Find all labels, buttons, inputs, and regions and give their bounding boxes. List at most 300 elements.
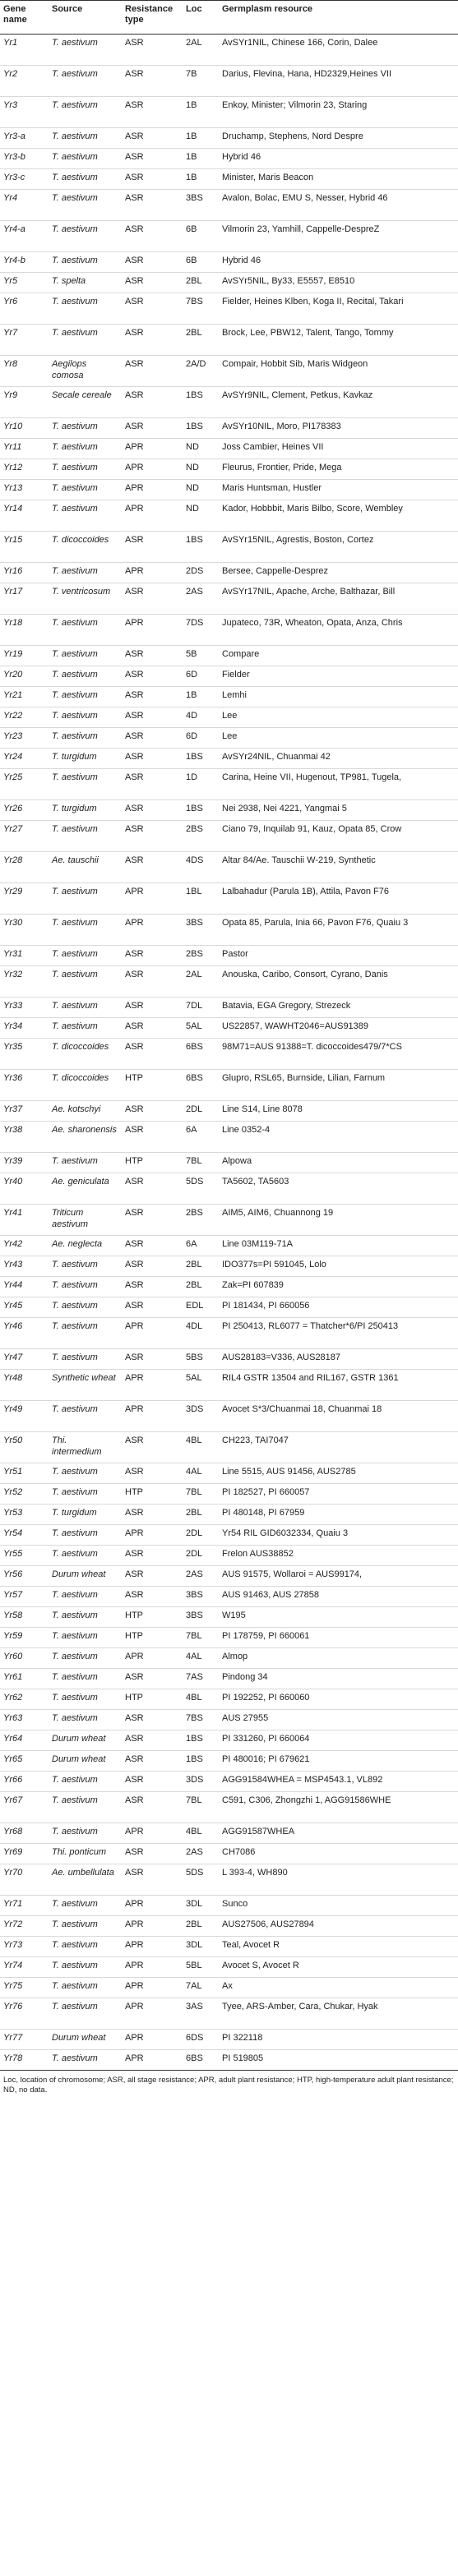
resistance-type-cell: ASR: [122, 1173, 183, 1205]
source-cell: Secale cereale: [49, 387, 122, 418]
source-cell: Ae. tauschii: [49, 852, 122, 883]
source-cell: T. aestivum: [49, 439, 122, 459]
loc-cell: 3BS: [183, 190, 219, 221]
germplasm-cell: Anouska, Caribo, Consort, Cyrano, Danis: [219, 966, 458, 998]
germplasm-cell: Carina, Heine VII, Hugenout, TP981, Tugela,: [219, 769, 458, 800]
resistance-type-cell: APR: [122, 1998, 183, 2030]
gene-name-cell: Yr39: [0, 1153, 49, 1173]
germplasm-cell: AUS27506, AUS27894: [219, 1916, 458, 1937]
gene-name-cell: Yr25: [0, 769, 49, 800]
loc-cell: 5DS: [183, 1173, 219, 1205]
germplasm-cell: PI 480016; PI 679621: [219, 1751, 458, 1772]
loc-cell: 2AS: [183, 1566, 219, 1587]
resistance-type-cell: ASR: [122, 1730, 183, 1751]
loc-cell: 2BS: [183, 821, 219, 852]
resistance-type-cell: HTP: [122, 1484, 183, 1505]
resistance-type-cell: ASR: [122, 149, 183, 169]
resistance-type-cell: APR: [122, 459, 183, 480]
gene-name-cell: Yr41: [0, 1205, 49, 1236]
table-row: [0, 915, 458, 946]
loc-cell: 6BS: [183, 1070, 219, 1101]
table-row: [0, 1628, 458, 1648]
table-row: [0, 418, 458, 439]
source-cell: T. aestivum: [49, 666, 122, 687]
gene-name-cell: Yr54: [0, 1525, 49, 1546]
resistance-type-cell: APR: [122, 500, 183, 532]
germplasm-cell: Jupateco, 73R, Wheaton, Opata, Anza, Chris: [219, 615, 458, 646]
gene-name-cell: Yr2: [0, 66, 49, 97]
resistance-type-cell: APR: [122, 1896, 183, 1916]
gene-name-cell: Yr19: [0, 646, 49, 666]
gene-name-cell: Yr63: [0, 1710, 49, 1730]
gene-name-cell: Yr26: [0, 800, 49, 821]
loc-cell: 2AL: [183, 35, 219, 66]
table-row: [0, 769, 458, 800]
table-row: [0, 1772, 458, 1792]
source-cell: T. aestivum: [49, 615, 122, 646]
source-cell: T. aestivum: [49, 35, 122, 66]
resistance-type-cell: HTP: [122, 1689, 183, 1710]
source-cell: T. aestivum: [49, 1628, 122, 1648]
loc-cell: 1BS: [183, 387, 219, 418]
resistance-type-cell: APR: [122, 615, 183, 646]
germplasm-cell: PI 331260, PI 660064: [219, 1730, 458, 1751]
source-cell: T. aestivum: [49, 1648, 122, 1669]
loc-cell: 5BS: [183, 1349, 219, 1370]
loc-cell: 2BS: [183, 946, 219, 966]
loc-cell: 5DS: [183, 1864, 219, 1896]
source-cell: T. spelta: [49, 273, 122, 293]
loc-cell: 3BS: [183, 1587, 219, 1607]
loc-cell: 3DL: [183, 1937, 219, 1957]
loc-cell: EDL: [183, 1297, 219, 1318]
source-cell: T. aestivum: [49, 1463, 122, 1484]
resistance-type-cell: ASR: [122, 1505, 183, 1525]
germplasm-cell: Compare: [219, 646, 458, 666]
table-row: [0, 1484, 458, 1505]
resistance-type-cell: ASR: [122, 821, 183, 852]
gene-name-cell: Yr70: [0, 1864, 49, 1896]
table-row: [0, 1205, 458, 1236]
table-row: [0, 749, 458, 769]
germplasm-cell: Bersee, Cappelle-Desprez: [219, 563, 458, 583]
gene-name-cell: Yr57: [0, 1587, 49, 1607]
gene-name-cell: Yr24: [0, 749, 49, 769]
resistance-type-cell: ASR: [122, 1772, 183, 1792]
loc-cell: 6DS: [183, 2030, 219, 2050]
loc-cell: 1BS: [183, 1730, 219, 1751]
germplasm-cell: PI 250413, RL6077 = Thatcher*6/PI 250413: [219, 1318, 458, 1349]
loc-cell: 2DL: [183, 1546, 219, 1566]
germplasm-cell: AUS28183=V336, AUS28187: [219, 1349, 458, 1370]
table-row: [0, 439, 458, 459]
resistance-type-cell: ASR: [122, 128, 183, 149]
loc-cell: 5BL: [183, 1957, 219, 1978]
resistance-type-cell: ASR: [122, 946, 183, 966]
loc-cell: 2BL: [183, 1256, 219, 1277]
table-row: [0, 1751, 458, 1772]
loc-cell: 7BL: [183, 1484, 219, 1505]
germplasm-cell: AvSYr5NIL, By33, E5557, E8510: [219, 273, 458, 293]
table-row: [0, 1070, 458, 1101]
source-cell: T. aestivum: [49, 1710, 122, 1730]
loc-cell: 6B: [183, 221, 219, 252]
source-cell: T. aestivum: [49, 821, 122, 852]
source-cell: T. ventricosum: [49, 583, 122, 615]
germplasm-cell: Altar 84/Ae. Tauschii W-219, Synthetic: [219, 852, 458, 883]
germplasm-cell: Avocet S, Avocet R: [219, 1957, 458, 1978]
table-header: [0, 1, 458, 35]
germplasm-cell: Line 5515, AUS 91456, AUS2785: [219, 1463, 458, 1484]
gene-name-cell: Yr51: [0, 1463, 49, 1484]
resistance-type-cell: ASR: [122, 1751, 183, 1772]
table-row: [0, 1710, 458, 1730]
loc-cell: ND: [183, 439, 219, 459]
source-cell: T. aestivum: [49, 1792, 122, 1823]
resistance-type-cell: ASR: [122, 687, 183, 707]
table-row: [0, 1566, 458, 1587]
gene-name-cell: Yr30: [0, 915, 49, 946]
gene-name-cell: Yr42: [0, 1236, 49, 1256]
resistance-type-cell: ASR: [122, 418, 183, 439]
gene-name-cell: Yr7: [0, 325, 49, 356]
resistance-type-cell: ASR: [122, 583, 183, 615]
germplasm-cell: Alpowa: [219, 1153, 458, 1173]
source-cell: Durum wheat: [49, 1566, 122, 1587]
source-cell: T. aestivum: [49, 128, 122, 149]
loc-cell: 1BS: [183, 800, 219, 821]
resistance-type-cell: ASR: [122, 1710, 183, 1730]
gene-name-cell: Yr27: [0, 821, 49, 852]
gene-name-cell: Yr49: [0, 1401, 49, 1432]
table-row: [0, 1546, 458, 1566]
gene-name-cell: Yr3-a: [0, 128, 49, 149]
resistance-type-cell: ASR: [122, 325, 183, 356]
resistance-type-cell: ASR: [122, 356, 183, 387]
germplasm-cell: RIL4 GSTR 13504 and RIL167, GSTR 1361: [219, 1370, 458, 1401]
germplasm-cell: US22857, WAWHT2046=AUS91389: [219, 1018, 458, 1039]
gene-name-cell: Yr31: [0, 946, 49, 966]
loc-cell: 4D: [183, 707, 219, 728]
table-row: [0, 1277, 458, 1297]
germplasm-cell: Joss Cambier, Heines VII: [219, 439, 458, 459]
source-cell: Ae. sharonensis: [49, 1122, 122, 1153]
germplasm-cell: AvSYr15NIL, Agrestis, Boston, Cortez: [219, 532, 458, 563]
loc-cell: 7BL: [183, 1628, 219, 1648]
resistance-type-cell: APR: [122, 439, 183, 459]
resistance-type-cell: HTP: [122, 1607, 183, 1628]
loc-cell: 3BS: [183, 915, 219, 946]
germplasm-cell: Maris Huntsman, Hustler: [219, 480, 458, 500]
gene-name-cell: Yr12: [0, 459, 49, 480]
table-row: [0, 687, 458, 707]
loc-cell: ND: [183, 480, 219, 500]
source-cell: T. turgidum: [49, 749, 122, 769]
source-cell: T. aestivum: [49, 2050, 122, 2071]
table-row: [0, 946, 458, 966]
germplasm-cell: Tyee, ARS-Amber, Cara, Chukar, Hyak: [219, 1998, 458, 2030]
source-cell: T. aestivum: [49, 998, 122, 1018]
loc-cell: 4BL: [183, 1432, 219, 1463]
gene-name-cell: Yr6: [0, 293, 49, 325]
gene-name-cell: Yr36: [0, 1070, 49, 1101]
resistance-type-cell: APR: [122, 1370, 183, 1401]
germplasm-cell: AUS 27955: [219, 1710, 458, 1730]
gene-name-cell: Yr4-a: [0, 221, 49, 252]
germplasm-cell: PI 519805: [219, 2050, 458, 2071]
germplasm-cell: AGG91587WHEA: [219, 1823, 458, 1844]
resistance-type-cell: HTP: [122, 1070, 183, 1101]
source-cell: T. aestivum: [49, 500, 122, 532]
table-row: [0, 1792, 458, 1823]
source-cell: T. aestivum: [49, 1318, 122, 1349]
source-cell: Durum wheat: [49, 1730, 122, 1751]
resistance-type-cell: ASR: [122, 1277, 183, 1297]
germplasm-cell: Brock, Lee, PBW12, Talent, Tango, Tommy: [219, 325, 458, 356]
source-cell: T. aestivum: [49, 66, 122, 97]
germplasm-cell: Lee: [219, 728, 458, 749]
resistance-type-cell: ASR: [122, 1566, 183, 1587]
source-cell: Ae. neglecta: [49, 1236, 122, 1256]
resistance-type-cell: ASR: [122, 1432, 183, 1463]
gene-name-cell: Yr73: [0, 1937, 49, 1957]
source-cell: Thi. ponticum: [49, 1844, 122, 1864]
resistance-type-cell: ASR: [122, 1669, 183, 1689]
germplasm-cell: TA5602, TA5603: [219, 1173, 458, 1205]
gene-name-cell: Yr78: [0, 2050, 49, 2071]
resistance-type-cell: ASR: [122, 800, 183, 821]
table-row: [0, 293, 458, 325]
loc-cell: 1BS: [183, 1751, 219, 1772]
gene-name-cell: Yr50: [0, 1432, 49, 1463]
germplasm-cell: PI 182527, PI 660057: [219, 1484, 458, 1505]
germplasm-cell: C591, C306, Zhongzhi 1, AGG91586WHE: [219, 1792, 458, 1823]
source-cell: T. aestivum: [49, 707, 122, 728]
loc-cell: 1BL: [183, 883, 219, 915]
loc-cell: ND: [183, 500, 219, 532]
source-cell: T. aestivum: [49, 293, 122, 325]
germplasm-cell: PI 181434, PI 660056: [219, 1297, 458, 1318]
source-cell: T. aestivum: [49, 325, 122, 356]
loc-cell: 2BL: [183, 1916, 219, 1937]
resistance-type-cell: ASR: [122, 252, 183, 273]
resistance-type-cell: ASR: [122, 221, 183, 252]
gene-name-cell: Yr5: [0, 273, 49, 293]
table-row: [0, 1370, 458, 1401]
table-row: [0, 190, 458, 221]
germplasm-cell: AvSYr1NIL, Chinese 166, Corin, Dalee: [219, 35, 458, 66]
source-cell: T. aestivum: [49, 190, 122, 221]
source-cell: T. aestivum: [49, 1978, 122, 1998]
source-cell: T. aestivum: [49, 1153, 122, 1173]
table-row: [0, 800, 458, 821]
loc-cell: 7AL: [183, 1978, 219, 1998]
gene-name-cell: Yr46: [0, 1318, 49, 1349]
loc-cell: 1D: [183, 769, 219, 800]
table-row: [0, 252, 458, 273]
table-row: [0, 883, 458, 915]
loc-cell: 2BS: [183, 1205, 219, 1236]
loc-cell: 7BL: [183, 1153, 219, 1173]
resistance-type-cell: ASR: [122, 1039, 183, 1070]
loc-cell: 1B: [183, 97, 219, 128]
source-cell: T. aestivum: [49, 883, 122, 915]
resistance-type-cell: ASR: [122, 1122, 183, 1153]
germplasm-cell: 98M71=AUS 91388=T. dicoccoides479/7*CS: [219, 1039, 458, 1070]
loc-cell: 1B: [183, 128, 219, 149]
source-cell: Ae. geniculata: [49, 1173, 122, 1205]
table-row: [0, 563, 458, 583]
table-row: [0, 459, 458, 480]
resistance-type-cell: ASR: [122, 1256, 183, 1277]
table-row: [0, 273, 458, 293]
resistance-type-cell: ASR: [122, 769, 183, 800]
resistance-type-cell: APR: [122, 480, 183, 500]
gene-name-cell: Yr60: [0, 1648, 49, 1669]
table-row: [0, 1039, 458, 1070]
table-body: [0, 35, 458, 2071]
resistance-type-cell: ASR: [122, 1236, 183, 1256]
resistance-type-cell: ASR: [122, 35, 183, 66]
loc-cell: 2DL: [183, 1101, 219, 1122]
source-cell: T. aestivum: [49, 1689, 122, 1710]
resistance-type-cell: APR: [122, 563, 183, 583]
header-loc: Loc: [183, 1, 219, 35]
germplasm-cell: IDO377s=PI 591045, Lolo: [219, 1256, 458, 1277]
table-row: [0, 852, 458, 883]
gene-name-cell: Yr11: [0, 439, 49, 459]
table-row: [0, 500, 458, 532]
gene-name-cell: Yr66: [0, 1772, 49, 1792]
gene-name-cell: Yr33: [0, 998, 49, 1018]
loc-cell: 2AS: [183, 1844, 219, 1864]
source-cell: T. aestivum: [49, 480, 122, 500]
germplasm-cell: Compair, Hobbit Sib, Maris Widgeon: [219, 356, 458, 387]
germplasm-cell: Ax: [219, 1978, 458, 1998]
gene-name-cell: Yr45: [0, 1297, 49, 1318]
table-row: [0, 128, 458, 149]
germplasm-cell: AvSYr9NIL, Clement, Petkus, Kavkaz: [219, 387, 458, 418]
germplasm-cell: Almop: [219, 1648, 458, 1669]
gene-name-cell: Yr48: [0, 1370, 49, 1401]
table-row: [0, 1978, 458, 1998]
gene-name-cell: Yr76: [0, 1998, 49, 2030]
loc-cell: 3DS: [183, 1772, 219, 1792]
gene-name-cell: Yr65: [0, 1751, 49, 1772]
germplasm-cell: Zak=PI 607839: [219, 1277, 458, 1297]
source-cell: T. aestivum: [49, 1957, 122, 1978]
source-cell: T. aestivum: [49, 252, 122, 273]
table-footnote: Loc, location of chromosome; ASR, all stage resistance; APR, adult plant resistance; HTP, high-temperature adult plant resistance; ND, no data.: [3, 2076, 454, 2094]
germplasm-cell: Lalbahadur (Parula 1B), Attila, Pavon F76: [219, 883, 458, 915]
resistance-type-cell: ASR: [122, 998, 183, 1018]
resistance-type-cell: APR: [122, 1525, 183, 1546]
loc-cell: 7DS: [183, 615, 219, 646]
gene-name-cell: Yr38: [0, 1122, 49, 1153]
source-cell: T. aestivum: [49, 149, 122, 169]
source-cell: T. aestivum: [49, 966, 122, 998]
table-row: [0, 532, 458, 563]
source-cell: T. aestivum: [49, 646, 122, 666]
source-cell: T. aestivum: [49, 1772, 122, 1792]
gene-name-cell: Yr77: [0, 2030, 49, 2050]
resistance-type-cell: ASR: [122, 1546, 183, 1566]
table-row: [0, 66, 458, 97]
source-cell: T. aestivum: [49, 915, 122, 946]
table-row: [0, 2030, 458, 2050]
source-cell: T. aestivum: [49, 1349, 122, 1370]
source-cell: Ae. umbellulata: [49, 1864, 122, 1896]
resistance-type-cell: HTP: [122, 1628, 183, 1648]
loc-cell: 2AS: [183, 583, 219, 615]
resistance-type-cell: ASR: [122, 1587, 183, 1607]
resistance-type-cell: ASR: [122, 666, 183, 687]
germplasm-cell: Fleurus, Frontier, Pride, Mega: [219, 459, 458, 480]
resistance-type-cell: APR: [122, 1937, 183, 1957]
resistance-type-cell: ASR: [122, 387, 183, 418]
gene-name-cell: Yr47: [0, 1349, 49, 1370]
resistance-type-cell: APR: [122, 915, 183, 946]
source-cell: T. aestivum: [49, 946, 122, 966]
loc-cell: ND: [183, 459, 219, 480]
table-row: [0, 1937, 458, 1957]
germplasm-cell: Yr54 RIL GID6032334, Quaiu 3: [219, 1525, 458, 1546]
resistance-type-cell: ASR: [122, 728, 183, 749]
germplasm-cell: AvSYr24NIL, Chuanmai 42: [219, 749, 458, 769]
resistance-type-cell: ASR: [122, 169, 183, 190]
germplasm-cell: Pindong 34: [219, 1669, 458, 1689]
loc-cell: 3DL: [183, 1896, 219, 1916]
source-cell: Synthetic wheat: [49, 1370, 122, 1401]
germplasm-cell: Fielder, Heines Klben, Koga II, Recital, Takari: [219, 293, 458, 325]
table-row: [0, 221, 458, 252]
table-row: [0, 821, 458, 852]
loc-cell: 7AS: [183, 1669, 219, 1689]
table-row: [0, 1689, 458, 1710]
source-cell: T. aestivum: [49, 1669, 122, 1689]
table-row: [0, 966, 458, 998]
loc-cell: 2AL: [183, 966, 219, 998]
source-cell: T. aestivum: [49, 97, 122, 128]
germplasm-cell: Teal, Avocet R: [219, 1937, 458, 1957]
germplasm-cell: Avalon, Bolac, EMU S, Nesser, Hybrid 46: [219, 190, 458, 221]
germplasm-cell: Lemhi: [219, 687, 458, 707]
resistance-type-cell: ASR: [122, 1101, 183, 1122]
source-cell: T. aestivum: [49, 1401, 122, 1432]
source-cell: T. aestivum: [49, 418, 122, 439]
resistance-type-cell: ASR: [122, 1792, 183, 1823]
gene-name-cell: Yr64: [0, 1730, 49, 1751]
germplasm-cell: AIM5, AIM6, Chuannong 19: [219, 1205, 458, 1236]
header-source: Source: [49, 1, 122, 35]
source-cell: Aegilops comosa: [49, 356, 122, 387]
germplasm-cell: Frelon AUS38852: [219, 1546, 458, 1566]
gene-name-cell: Yr40: [0, 1173, 49, 1205]
resistance-type-cell: ASR: [122, 1844, 183, 1864]
loc-cell: 6A: [183, 1122, 219, 1153]
resistance-type-cell: APR: [122, 1823, 183, 1844]
resistance-type-cell: ASR: [122, 749, 183, 769]
germplasm-cell: Line S14, Line 8078: [219, 1101, 458, 1122]
gene-name-cell: Yr69: [0, 1844, 49, 1864]
gene-name-cell: Yr22: [0, 707, 49, 728]
germplasm-cell: AUS 91463, AUS 27858: [219, 1587, 458, 1607]
germplasm-cell: PI 178759, PI 660061: [219, 1628, 458, 1648]
table-row: [0, 1401, 458, 1432]
table-row: [0, 97, 458, 128]
gene-name-cell: Yr72: [0, 1916, 49, 1937]
gene-name-cell: Yr1: [0, 35, 49, 66]
